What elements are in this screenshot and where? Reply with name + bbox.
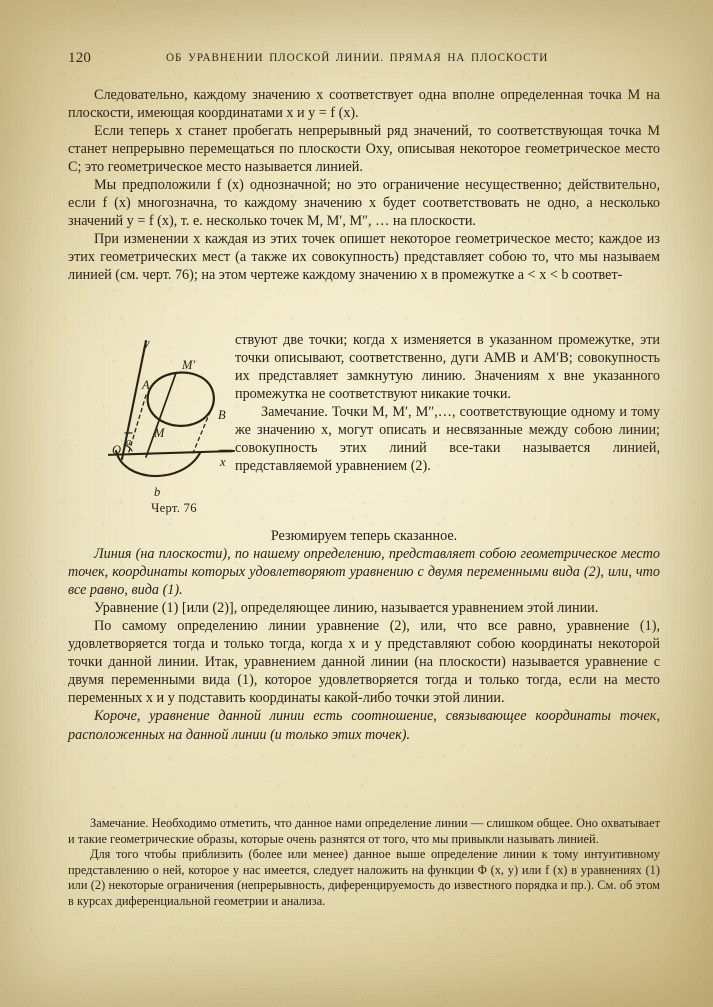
label-x-axis: x	[220, 455, 226, 469]
paragraph: Если теперь x станет пробегать непрерывный ряд значений, то соответствующая точка M станет непрерывно перемещаться по плоскости Oxy, описывая некоторое геометрическое место C; это геометрическое место называется линией.	[68, 123, 660, 176]
label-origin: O	[112, 443, 122, 457]
page-number: 120	[68, 50, 92, 66]
paragraph: Замечание. Необходимо отметить, что данное нами определение линии — слишком общее. Оно охватывает и такие геометрические образы, которые очень разнятся от того, что мы привыкли называть линией.	[68, 816, 660, 846]
paragraph: Уравнение (1) [или (2)], определяющее линию, называется уравнением этой линии.	[94, 600, 599, 617]
paragraph-remark: Замечание. Точки M, M′, M″,…, соответствующие одному и тому же значению x, могут описать и несвязанные между собою линии; совокупность этих линий все-таки называется линией, представляемой уравнением (2).	[235, 404, 660, 475]
figure-chert-76	[108, 333, 240, 525]
figure-caption: Черт. 76	[151, 501, 197, 515]
paragraph: По самому определению линии уравнение (2), или, что все равно, уравнение (1), удовлетворяется тогда и только тогда, когда x и y представляют собою координаты некоторой точки данной линии. Итак, уравнением данной линии (на плоскости) называется уравнение с двумя переменными вида (1), которое удовлетворяется тогда и только тогда, если на место переменных x и y подставить координаты какой-либо точки этой линии.	[68, 618, 660, 707]
paragraph: Резюмируем теперь сказанное.	[270, 528, 458, 544]
running-title: ОБ УРАВНЕНИИ ПЛОСКОЙ ЛИНИИ. ПРЯМАЯ НА ПЛОСКОСТИ	[166, 52, 549, 64]
label-interval-b: b	[154, 485, 161, 498]
x-axis-line	[108, 451, 234, 455]
ordinate-through-M	[146, 373, 176, 457]
paragraph: Следовательно, каждому значению x соответствует одна вполне определенная точка M на плоскости, имеющая координатами x и y = f (x).	[68, 87, 660, 122]
paragraph-conclusion: Короче, уравнение данной линии есть соотношение, связывающее координаты точек, расположенных на данной линии (и только этих точек).	[68, 708, 660, 743]
text-block-3	[68, 527, 660, 744]
paragraph: При изменении x каждая из этих точек опишет некоторое геометрическое место; каждое из этих геометрических мест (а также их совокупность) представляет собою то, что мы называем линией (см. черт. 76); на этом чертеже каждому значению x в промежутке a < x < b соответ-	[68, 231, 660, 284]
paragraph: ствуют две точки; когда x изменяется в указанном промежутке, эти точки описывают, соответственно, дуги AMB и AM′B; совокупность их представляет замкнутую линию. Значениям x вне указанного промежутка не соответствуют никакие точки.	[235, 332, 660, 403]
text-block-1	[68, 86, 660, 285]
oval-curve	[148, 372, 214, 425]
text-block-2	[235, 331, 660, 475]
text-block-4-remark	[68, 816, 660, 910]
label-point-A: A	[142, 378, 150, 392]
paragraph-definition: Линия (на плоскости), по нашему определению, представляет собою геометрическое место точек, координаты которых удовлетворяют уравнению с двумя переменными вида (2), или, что все равно, вида (1).	[68, 546, 660, 599]
label-point-M: M	[154, 426, 165, 440]
paragraph: Для того чтобы приблизить (более или менее) данное выше определение линии к тому интуитивному представлению о ней, которое у нас имеется, следует наложить на функции Φ (x, y) или f (x) в уравнениях (1) или (2) некоторые ограничения (непрерывность, диференцируемость до известного порядка и пр.). См. об этом в курсах диференциальной геометрии и анализа.	[68, 847, 660, 908]
label-interval-a: a	[126, 437, 132, 448]
dashed-ordinate-b	[193, 405, 213, 453]
paragraph: Мы предположили f (x) однозначной; но это ограничение несущественно; действительно, если f (x) многозначна, то каждому значению x будет соответствовать не одно, а несколько значений y = f (x), т. е. несколько точек M, M′, M″, … на плоскости.	[68, 177, 660, 230]
figure-drawing	[108, 333, 240, 498]
label-point-B: B	[218, 408, 226, 422]
label-y-axis: y	[144, 336, 150, 350]
label-point-M-prime: M′	[182, 358, 196, 372]
